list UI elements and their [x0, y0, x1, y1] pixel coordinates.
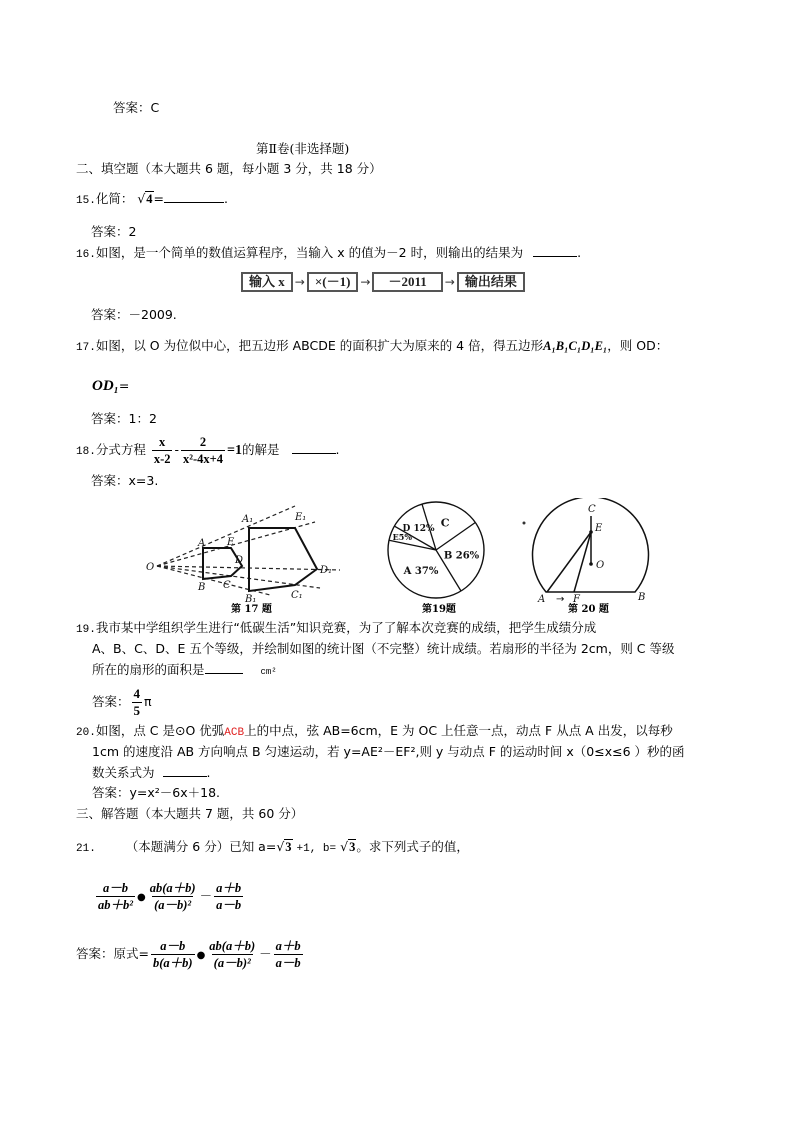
figure-19-pie-chart: [378, 498, 503, 615]
denominator: (a－b)²: [154, 898, 192, 912]
equals: =: [153, 191, 165, 206]
sqrt-3: √3: [276, 839, 292, 854]
pie-label-E: E5%: [392, 532, 412, 543]
denominator: x²-4x+4: [183, 452, 224, 466]
question-text: 分式方程: [95, 442, 146, 457]
question-text-cont: 上的中点，弦 AB=6cm，E 为 OC 上任意一点，动点 F 从点 A 出发，以每秒: [244, 723, 673, 738]
period: .: [224, 191, 228, 206]
period: .: [577, 245, 582, 260]
numerator: ab(a＋b): [209, 939, 256, 953]
answer-blank: [163, 764, 207, 777]
question-number: 17.: [76, 342, 96, 354]
flow-input-box: 输入 x: [241, 272, 293, 292]
figure-17: [145, 500, 375, 615]
unit: cm²: [260, 667, 277, 677]
part-title: 第Ⅱ卷(非选择题): [256, 141, 350, 156]
label-E: E: [595, 523, 603, 534]
question-number: 15.: [76, 195, 96, 207]
arrow-right-icon: →: [444, 275, 455, 289]
label-C: C: [223, 580, 231, 591]
dot-operator: ●: [137, 892, 146, 903]
sqrt-3: √3: [340, 839, 356, 854]
period: .: [335, 442, 340, 457]
label-B1: B₁: [245, 594, 257, 605]
section-heading-fill-in: 二、填空题（本大题共 6 题，每小题 3 分，共 18 分）: [76, 161, 382, 176]
question-number: 21.: [76, 843, 96, 855]
numerator: a＋b: [216, 881, 242, 895]
denominator: (a－b)²: [213, 956, 251, 970]
question-19-line2: A、B、C、D、E 五个等级，并绘制如图的统计图（不完整）统计成绩。若扇形的半径为 2cm，则 C 等级: [92, 641, 675, 656]
question-text: 我市某中学组织学生进行“低碳生活”知识竞赛，为了了解本次竞赛的成绩，把学生成绩分成: [95, 620, 597, 635]
question-text: 所在的扇形的面积是: [92, 662, 205, 677]
expr-fraction-1: [96, 880, 135, 913]
question-21: [76, 838, 469, 858]
question-text: 如图，是一个简单的数值运算程序，当输入 x 的值为－2 时，则输出的结果为: [95, 245, 524, 260]
label-A: A: [198, 538, 206, 549]
q15-answer: 答案：2: [91, 224, 137, 239]
arrow-right-icon: →: [294, 275, 305, 289]
label-C1: C₁: [291, 590, 303, 601]
denominator: b(a＋b): [152, 956, 193, 970]
label-C: C: [588, 504, 596, 515]
question-20-line2: 1cm 的速度沿 AB 方向响点 B 匀速运动，若 y=AE²－EF²,则 y 与动点 F 的运动时间 x（0≤x≤6 ）秒的函: [92, 744, 685, 759]
label-B: B: [638, 592, 646, 603]
answer-blank: [205, 661, 243, 674]
flow-output-box: 输出结果: [457, 272, 525, 292]
q14-answer: 答案：C: [113, 100, 160, 115]
arc-name: ACB: [224, 727, 245, 739]
question-number: 16.: [76, 249, 96, 261]
question-text-tail: ，则 OD：: [607, 338, 669, 353]
denominator: a－b: [216, 898, 242, 912]
label-O: O: [146, 562, 155, 573]
fraction-1: [152, 434, 173, 467]
od1: OD₁: [92, 378, 119, 394]
figure-20-caption: 第 20 题: [568, 604, 609, 615]
label-F: F: [573, 594, 580, 605]
pentagon-name: A₁B₁C₁D₁E₁: [543, 339, 608, 353]
dot-operator: ●: [196, 950, 206, 961]
pie-label-B: B 26%: [443, 550, 480, 562]
label-E1: E₁: [295, 512, 307, 523]
answer-label: 答案：原式=: [76, 946, 149, 961]
question-number: 19.: [76, 624, 96, 636]
q17-answer: 答案：1：2: [91, 411, 157, 426]
answer-fraction-2: [207, 938, 257, 971]
figure-19-caption: 第19题: [422, 604, 456, 615]
figure-17-caption: 第 17 题: [231, 604, 272, 615]
figure-20: [508, 498, 668, 615]
arrow-right-icon: →: [360, 275, 371, 289]
answer-blank: [164, 190, 224, 203]
pie-label-A: A 37%: [403, 566, 439, 578]
rhs: =1: [227, 443, 243, 458]
minus: －: [259, 946, 272, 961]
question-text-b: +1, b=: [296, 843, 337, 855]
question-text-c: 。求下列式子的值，: [356, 839, 469, 854]
minus: -: [174, 442, 179, 457]
question-19: [76, 619, 596, 639]
period: .: [206, 765, 211, 780]
pie-label-D: D 12%: [402, 524, 435, 535]
radicand: 4: [146, 192, 153, 206]
label-A1: A₁: [242, 514, 254, 525]
radicand: 3: [349, 840, 356, 854]
sqrt-expression: √4: [137, 191, 153, 206]
question-20-line3: [92, 764, 210, 782]
question-text: （本题满分 6 分）已知 a=: [125, 839, 277, 854]
q18-answer: 答案：x=3.: [91, 473, 159, 488]
answer-fraction: [132, 686, 143, 719]
denominator: 5: [133, 703, 141, 718]
minus: －: [199, 888, 213, 903]
answer-label: 答案：: [92, 694, 130, 709]
od1-line: [92, 377, 129, 395]
numerator: a－b: [160, 939, 186, 953]
question-number: 18.: [76, 446, 96, 458]
answer-blank: [292, 441, 336, 454]
label-E: E: [227, 537, 235, 548]
label-B: B: [198, 582, 206, 593]
q21-answer: [76, 934, 305, 976]
equals: =: [118, 378, 130, 393]
numerator: 4: [133, 686, 141, 701]
q19-answer: [92, 684, 152, 720]
question-number: 20.: [76, 727, 96, 739]
q20-answer: 答案：y=x²－6x＋18.: [92, 785, 221, 800]
q21-expression: [94, 876, 245, 918]
section-heading-solve: 三、解答题（本大题共 7 题，共 60 分）: [76, 806, 304, 821]
flow-multiply-box: ×(－1): [307, 272, 359, 292]
question-20: [76, 722, 673, 742]
denominator: x-2: [153, 452, 171, 466]
question-19-line3: [92, 661, 277, 681]
denominator: ab＋b²: [98, 898, 133, 912]
question-17: [76, 337, 668, 357]
expr-fraction-2: [148, 880, 198, 913]
question-18: [76, 432, 340, 470]
numerator: x: [159, 435, 166, 449]
label-D: D: [235, 555, 244, 566]
question-text: 化简：: [95, 191, 134, 206]
question-text: 如图，以 O 为位似中心，把五边形 ABCDE 的面积扩大为原来的 4 倍，得五边形: [95, 338, 544, 353]
label-A: A: [538, 594, 546, 605]
numerator: a－b: [102, 881, 128, 895]
fraction-2: [181, 434, 225, 467]
label-O: O: [596, 560, 605, 571]
question-text: 数关系式为: [92, 765, 155, 780]
answer-blank: [533, 244, 577, 257]
answer-fraction-1: [151, 938, 195, 971]
question-text: 如图，点 C 是⊙O 优弧: [95, 723, 225, 738]
question-15: [76, 190, 228, 210]
flow-subtract-box: －2011: [372, 272, 442, 292]
flowchart: [241, 272, 525, 292]
question-text-tail: 的解是: [242, 442, 280, 457]
numerator: 2: [199, 435, 207, 449]
answer-fraction-3: [274, 938, 303, 971]
label-D1: D₁: [320, 565, 333, 576]
arrow-right-icon: →: [556, 594, 565, 605]
question-16: [76, 244, 581, 264]
numerator: a＋b: [275, 939, 301, 953]
q16-answer: 答案：－2009.: [91, 307, 177, 322]
pi: π: [144, 694, 152, 709]
pie-label-C: C: [440, 516, 450, 530]
radicand: 3: [285, 840, 292, 854]
numerator: ab(a＋b): [149, 881, 196, 895]
expr-fraction-3: [214, 880, 243, 913]
denominator: a－b: [275, 956, 301, 970]
